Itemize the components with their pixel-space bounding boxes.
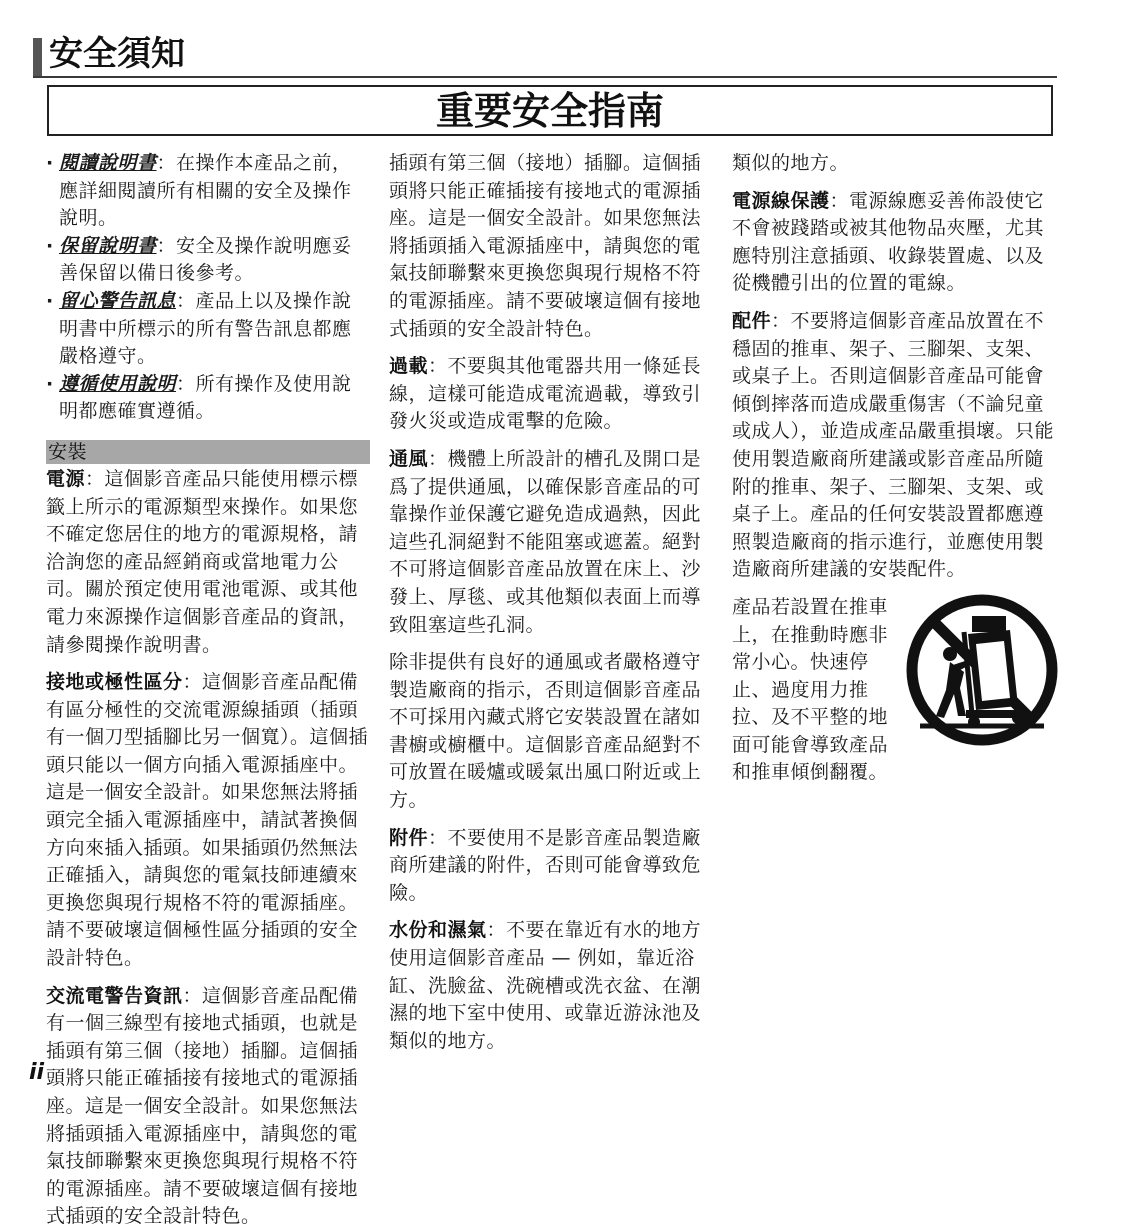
cart-warning [732, 594, 1054, 787]
grounding-text: ：這個影音產品配備有區分極性的交流電源線插頭（插頭有一個刀型插腳比另一個寬）。這個插頭只能以一個方向插入電源插座中。這是一個安全設計。如果您無法將插頭完全插入電源插座中，請試著換個方向來插入插頭。如果插頭仍然無法正確插入，請與您的電氣技師連續來更換您與現行規格不符的電源插座。請不要破壞這個極性區分插頭的安全設計特色。 [46, 671, 369, 970]
title-box [47, 85, 1053, 136]
guidelines-list [46, 150, 368, 426]
overload-paragraph [389, 353, 709, 436]
section-title: 安全須知 [49, 34, 185, 74]
list-item [46, 150, 368, 233]
bullet-text: ：產品上以及操作說明書中所標示的所有警告訊息都應嚴格遵守。 [59, 289, 352, 368]
list-item [46, 288, 368, 371]
accessories-text: ：不要使用不是影音產品製造廠商所建議的附件，否則可能會導致危險。 [389, 826, 702, 904]
cord-paragraph [732, 188, 1054, 298]
ac-warning-label: 交流電警告資訊 [46, 984, 183, 1007]
bullet-label: 留心警告訊息 [59, 289, 177, 312]
water-text: ：不要在靠近有水的地方使用這個影音產品 — 例如，靠近浴缸、洗臉盆、洗碗槽或洗衣盆、在潮濕的地下室中使用、或靠近游泳池及類似的地方。 [389, 919, 702, 1052]
list-item [46, 233, 368, 288]
bullet-text: ：在操作本產品之前，應詳細閱讀所有相關的安全及操作說明。 [59, 152, 352, 230]
column-3 [732, 150, 1054, 787]
water-label: 水份和濕氣 [389, 919, 487, 942]
list-item [46, 371, 368, 426]
ventilation-label: 通風 [389, 447, 429, 470]
bullet-label: 保留說明書 [59, 234, 157, 257]
ventilation-paragraph-2: 除非提供有良好的通風或者嚴格遵守製造廠商的指示，否則這個影音產品不可採用內藏式將它安裝設置在諸如書櫥或櫥櫃中。這個影音產品絕對不可放置在暖爐或暖氣出風口附近或上方。 [389, 651, 702, 812]
bullet-text: ：所有操作及使用說明都應確實遵循。 [59, 372, 352, 423]
accessories-label: 附件 [389, 826, 429, 849]
water-continued: 類似的地方。 [732, 152, 850, 174]
power-label: 電源 [46, 467, 86, 490]
overload-label: 過載 [389, 355, 429, 378]
ac-warning-text: ：這個影音產品配備有一個三線型有接地式插頭，也就是插頭有第三個（接地）插腳。這個插頭將只能正確插接有接地式的電源插座。這是一個安全設計。如果您無法將插頭插入電源插座中，請與您的電氣技師聯繫來更換您與現行規格不符的電源插座。請不要破壞這個有接地式插頭的安全設計特色。 [46, 984, 359, 1228]
mounting-text: ：不要將這個影音產品放置在不穩固的推車、架子、三腳架、支架、或桌子上。否則這個影音產品可能會傾倒摔落而造成嚴重傷害（不論兒童或成人），並造成產品嚴重損壞。只能使用製造廠商所建議或影音產品所隨附的推車、架子、三腳架、支架、或桌子上。產品的任何安裝設置都應遵照製造廠商的指示進行，並應使用製造廠商所建議的安裝配件。 [732, 309, 1055, 581]
overload-text: ：不要與其他電器共用一條延長線，這樣可能造成電流過載，導致引發火災或造成電擊的危險。 [389, 355, 702, 433]
accessories-paragraph [389, 825, 709, 908]
ac-warning-paragraph [46, 983, 368, 1228]
grounding-label: 接地或極性區分 [46, 671, 183, 694]
page-number: ii [29, 1060, 45, 1085]
grounding-paragraph [46, 669, 368, 973]
cord-label: 電源線保護 [732, 189, 830, 212]
column-2 [389, 150, 709, 1052]
bullet-label: 遵循使用說明 [59, 372, 177, 395]
ventilation-paragraph [389, 446, 709, 639]
bullet-label: 閱讀說明書 [59, 152, 157, 174]
mounting-paragraph [732, 308, 1054, 584]
section-marker-bar [33, 38, 42, 76]
bullet-text: ：安全及操作說明應妥善保留以備日後參考。 [59, 234, 352, 285]
power-text: ：這個影音產品只能使用標示標籤上所示的電源類型來操作。如果您不確定您居住的地方的電源規格，請洽詢您的產品經銷商或當地電力公司。關於預定使用電池電源、或其他電力來源操作這個影音產品的資訊，請參閱操作說明書。 [46, 467, 359, 656]
water-paragraph [389, 917, 709, 1052]
ac-warning-continued: 插頭有第三個（接地）插腳。這個插頭將只能正確插接有接地式的電源插座。這是一個安全設計。如果您無法將插頭插入電源插座中，請與您的電氣技師聯繫來更換您與現行規格不符的電源插座。請不要破壞這個有接地式插頭的安全設計特色。 [389, 152, 702, 340]
cord-text: ：電源線應妥善佈設使它不會被踐踏或被其他物品夾壓，尤其應特別注意插頭、收錄裝置處、以及從機體引出的位置的電線。 [732, 189, 1045, 295]
column-1 [46, 150, 369, 1228]
section-header [33, 34, 1057, 78]
cart-tipover-warning-icon [906, 594, 1058, 746]
page-title: 重要安全指南 [435, 89, 664, 133]
install-heading: 安裝 [46, 440, 370, 464]
cart-warning-text: 產品若設置在推車上，在推動時應非常小心。快速停止、過度用力推拉、及不平整的地面可能會導致產品和推車傾倒翻覆。 [732, 595, 889, 784]
power-paragraph [46, 466, 368, 659]
ventilation-text: ：機體上所設計的槽孔及開口是爲了提供通風，以確保影音產品的可靠操作並保護它避免造成過熱，因此這些孔洞絕對不能阻塞或遮蓋。絕對不可將這個影音產品放置在床上、沙發上、厚毯、或其他類似表面上而導致阻塞這些孔洞。 [389, 447, 702, 636]
mounting-label: 配件 [732, 309, 772, 332]
